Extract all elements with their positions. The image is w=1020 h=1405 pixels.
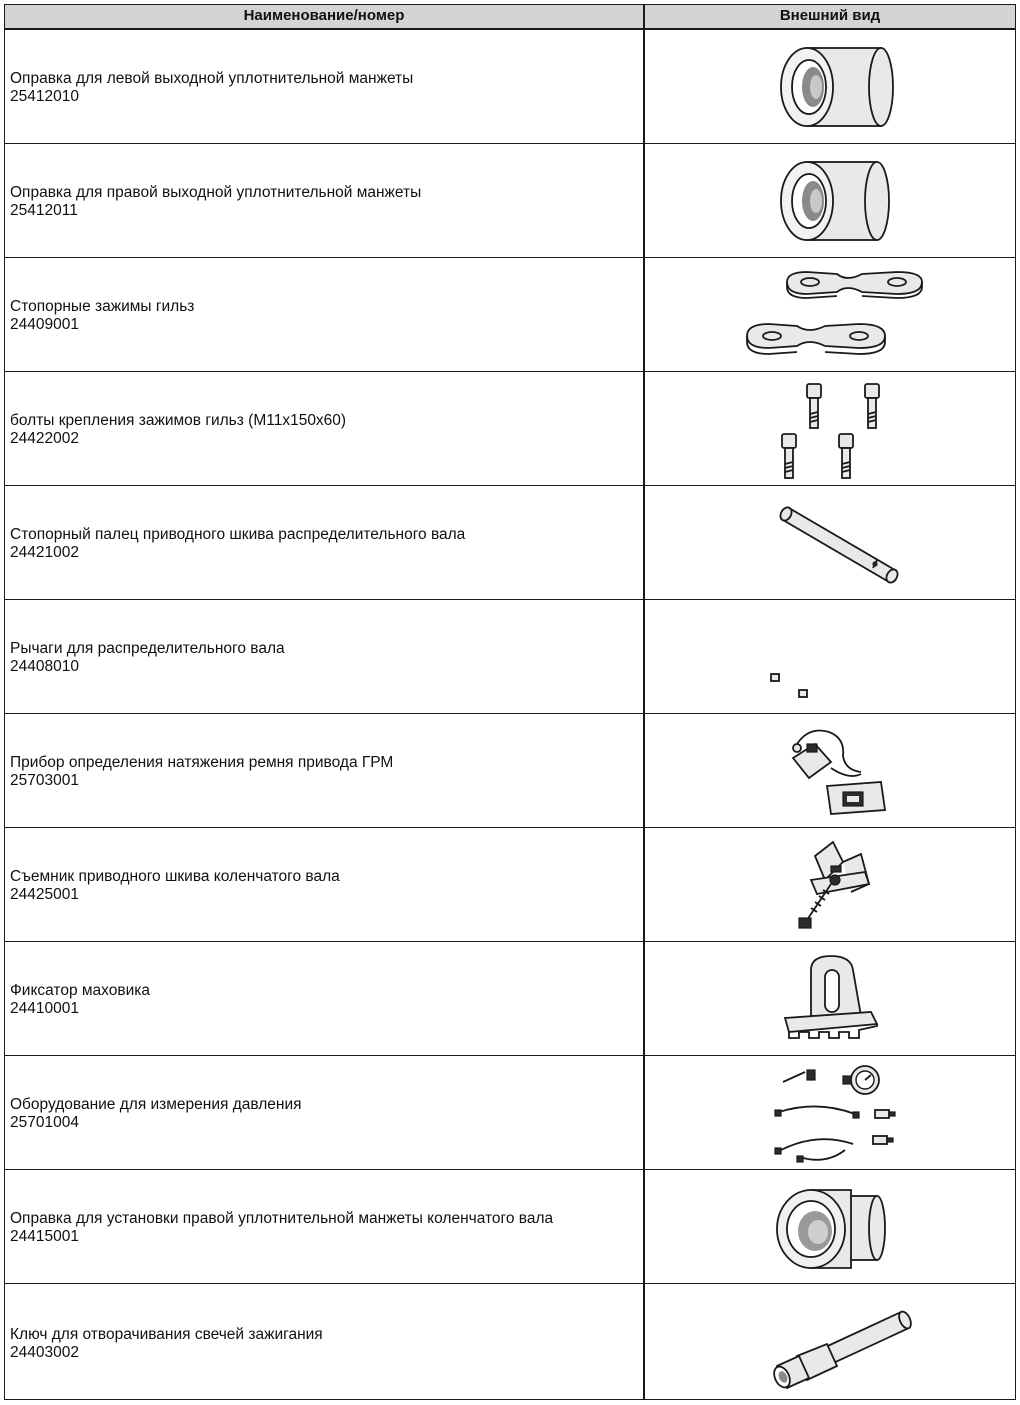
tool-description xyxy=(10,70,635,106)
tool-number: 25701004 xyxy=(10,1114,79,1131)
tool-description xyxy=(10,982,635,1018)
tool-name: Ключ для отворачивания свечей зажигания xyxy=(10,1326,323,1343)
tool-description xyxy=(10,1210,635,1246)
seal-drift-icon xyxy=(647,34,1013,140)
table-row xyxy=(5,1283,1015,1401)
tool-description xyxy=(10,1326,635,1362)
tool-description xyxy=(10,640,635,676)
header-name-number: Наименование/номер xyxy=(243,7,405,24)
liner-clamp-icon xyxy=(647,262,1013,368)
tool-name: Рычаги для распределительного вала xyxy=(10,640,285,657)
tool-name: Оборудование для измерения давления xyxy=(10,1096,302,1113)
table-header xyxy=(5,5,1015,29)
tool-number: 24422002 xyxy=(10,430,79,447)
bolts-icon xyxy=(647,376,1013,482)
tool-number: 24410001 xyxy=(10,1000,79,1017)
tool-name: болты крепления зажимов гильз (M11x150x60) xyxy=(10,412,347,429)
table-row xyxy=(5,485,1015,599)
table-row xyxy=(5,371,1015,485)
tool-number: 24415001 xyxy=(10,1228,79,1245)
tool-name: Стопорный палец приводного шкива распределительного вала xyxy=(10,526,466,543)
tool-number: 24409001 xyxy=(10,316,79,333)
tool-description xyxy=(10,412,635,448)
tool-description xyxy=(10,184,635,220)
tool-number: 24425001 xyxy=(10,886,79,903)
table-row xyxy=(5,143,1015,257)
seal-drift-icon xyxy=(647,148,1013,254)
table-row xyxy=(5,1169,1015,1283)
crank-seal-installer-icon xyxy=(647,1174,1013,1280)
header-appearance: Внешний вид xyxy=(779,7,881,24)
locking-pin-icon xyxy=(647,490,1013,596)
tool-number: 24403002 xyxy=(10,1344,79,1361)
flywheel-lock-icon xyxy=(647,946,1013,1052)
table-row xyxy=(5,1055,1015,1169)
tool-name: Оправка для правой выходной уплотнительной манжеты xyxy=(10,184,422,201)
tool-name: Съемник приводного шкива коленчатого вала xyxy=(10,868,340,885)
table-row xyxy=(5,29,1015,143)
tool-description xyxy=(10,1096,635,1132)
tool-number: 24408010 xyxy=(10,658,79,675)
tool-description xyxy=(10,868,635,904)
camshaft-levers-icon xyxy=(647,604,1013,710)
spark-plug-wrench-icon xyxy=(647,1290,1013,1396)
table-row xyxy=(5,827,1015,941)
table-row xyxy=(5,941,1015,1055)
pulley-puller-icon xyxy=(647,832,1013,938)
belt-tension-gauge-icon xyxy=(647,718,1013,824)
tool-description xyxy=(10,526,635,562)
tool-name: Фиксатор маховика xyxy=(10,982,151,999)
tool-name: Оправка для установки правой уплотнительной манжеты коленчатого вала xyxy=(10,1210,554,1227)
tool-name: Оправка для левой выходной уплотнительной манжеты xyxy=(10,70,414,87)
tools-table xyxy=(4,4,1016,1400)
table-row xyxy=(5,257,1015,371)
tool-number: 25703001 xyxy=(10,772,79,789)
table-row xyxy=(5,599,1015,713)
tool-description xyxy=(10,298,635,334)
tool-description xyxy=(10,754,635,790)
tool-number: 25412011 xyxy=(10,202,78,219)
table-row xyxy=(5,713,1015,827)
tool-name: Стопорные зажимы гильз xyxy=(10,298,195,315)
tool-number: 25412010 xyxy=(10,88,79,105)
tool-name: Прибор определения натяжения ремня привода ГРМ xyxy=(10,754,394,771)
pressure-gauge-kit-icon xyxy=(647,1060,1013,1166)
tool-number: 24421002 xyxy=(10,544,79,561)
